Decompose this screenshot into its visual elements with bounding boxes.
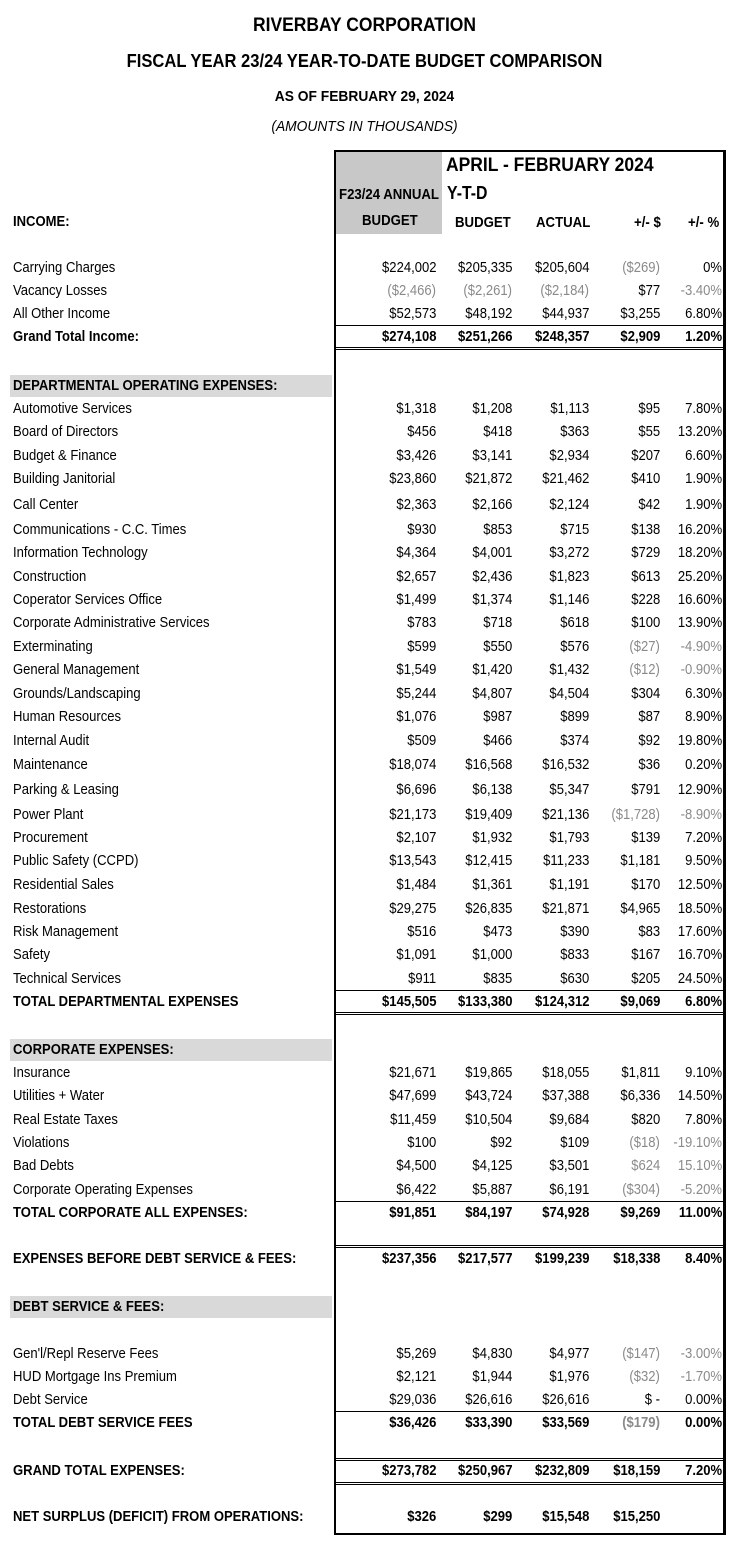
dept-row-annual: $29,275 — [388, 901, 436, 917]
dept-row-diff: $410 — [630, 471, 660, 487]
dept-row-diff: $92 — [638, 733, 660, 749]
dept-row-budget: $4,001 — [472, 545, 512, 561]
table-frame — [334, 150, 726, 1535]
corp-total-row-pct: 11.00% — [678, 1205, 722, 1221]
dept-row-budget: $550 — [482, 639, 512, 655]
dept-row-pct: 18.50% — [677, 901, 722, 917]
dept-row-pct: 0.20% — [684, 757, 722, 773]
dept-row-pct: 1.90% — [684, 497, 722, 513]
dept-row-actual: $1,146 — [549, 592, 589, 608]
dept-row-diff: $167 — [630, 947, 660, 963]
income-total-row-actual: $248,357 — [534, 329, 589, 345]
dept-row-budget: $19,409 — [464, 807, 512, 823]
income-row-pct: 6.80% — [684, 306, 722, 322]
dept-row-diff: $791 — [630, 782, 660, 798]
income-total-row-pct: 1.20% — [684, 329, 722, 345]
corp-row-annual: $21,671 — [388, 1065, 436, 1081]
debt-total-row-pct: 0.00% — [684, 1415, 722, 1431]
dept-row-diff: $95 — [638, 401, 660, 417]
dept-total-row-budget: $133,380 — [457, 994, 512, 1010]
dept-row-budget: $473 — [482, 924, 512, 940]
dept-row-budget: $1,208 — [472, 401, 512, 417]
dept-row-label: Power Plant — [13, 807, 84, 823]
corp-row-label: Violations — [13, 1135, 70, 1151]
income-total-row-annual: $274,108 — [381, 329, 436, 345]
dept-row-diff: $42 — [638, 497, 660, 513]
debt-row-diff: ($32) — [629, 1369, 660, 1385]
corp-total-row-budget: $84,197 — [464, 1205, 512, 1221]
dept-row-annual: $911 — [407, 971, 436, 987]
dept-total-rule — [334, 1012, 726, 1015]
dept-row-annual: $930 — [406, 522, 436, 538]
income-row-budget: $205,335 — [457, 260, 512, 276]
dept-row-annual: $456 — [406, 424, 436, 440]
debt-total-row-actual: $33,569 — [541, 1415, 589, 1431]
dept-row-pct: 16.20% — [677, 522, 722, 538]
dept-row-actual: $1,432 — [549, 662, 589, 678]
dept-row-pct: 13.90% — [677, 615, 722, 631]
corp-total-row-annual: $91,851 — [388, 1205, 436, 1221]
departmental-heading: DEPARTMENTAL OPERATING EXPENSES: — [13, 378, 278, 394]
dept-row-budget: $6,138 — [472, 782, 512, 798]
dept-row-label: Parking & Leasing — [13, 782, 119, 798]
annual-header-line1: F23/24 ANNUAL — [339, 186, 440, 203]
dept-row-actual: $715 — [559, 522, 589, 538]
before-debt-row-diff: $18,338 — [612, 1251, 660, 1267]
dept-row-actual: $21,136 — [541, 807, 589, 823]
dept-row-label: Building Janitorial — [13, 471, 116, 487]
actual-header: ACTUAL — [536, 214, 591, 231]
dept-row-annual: $1,549 — [396, 662, 436, 678]
dept-row-actual: $1,113 — [550, 401, 589, 417]
debt-total-row-diff: ($179) — [622, 1415, 660, 1431]
dept-row-annual: $1,076 — [396, 709, 436, 725]
income-row-budget: ($2,261) — [463, 283, 512, 299]
dept-row-label: Automotive Services — [13, 401, 132, 417]
dept-row-actual: $618 — [559, 615, 589, 631]
before-debt-row-budget: $217,577 — [457, 1251, 512, 1267]
dept-row-annual: $1,091 — [396, 947, 436, 963]
dept-row-label: Procurement — [13, 830, 88, 846]
dept-row-budget: $1,374 — [472, 592, 512, 608]
debt-total-row-budget: $33,390 — [464, 1415, 512, 1431]
dept-row-budget: $1,420 — [472, 662, 512, 678]
grand-total-row-pct: 7.20% — [684, 1463, 722, 1479]
income-total-rule — [334, 347, 726, 350]
dept-row-diff: $83 — [638, 924, 660, 940]
dept-row-pct: -0.90% — [680, 662, 722, 678]
dept-row-pct: 16.60% — [677, 592, 722, 608]
dept-row-label: Budget & Finance — [13, 448, 117, 464]
before-debt-row-label: EXPENSES BEFORE DEBT SERVICE & FEES: — [13, 1251, 297, 1267]
debt-row-pct: -3.00% — [680, 1346, 722, 1362]
corp-row-label: Insurance — [13, 1065, 71, 1081]
dept-row-annual: $4,364 — [396, 545, 436, 561]
corporate-heading: CORPORATE EXPENSES: — [13, 1042, 174, 1058]
dept-total-row-annual: $145,505 — [381, 994, 436, 1010]
dept-row-diff: $4,965 — [620, 901, 660, 917]
debt-row-label: HUD Mortgage Ins Premium — [13, 1369, 177, 1385]
income-row-pct: 0% — [703, 260, 722, 276]
dept-row-actual: $1,823 — [549, 569, 589, 585]
dept-row-label: Restorations — [13, 901, 87, 917]
dept-row-diff: $170 — [630, 877, 660, 893]
corp-subtotal-rule — [334, 1201, 726, 1202]
dept-row-pct: 25.20% — [677, 569, 722, 585]
dept-row-annual: $6,696 — [396, 782, 436, 798]
before-debt-row-pct: 8.40% — [684, 1251, 722, 1267]
corp-row-annual: $4,500 — [396, 1158, 436, 1174]
dept-row-annual: $2,107 — [396, 830, 436, 846]
dept-row-label: Public Safety (CCPD) — [13, 853, 139, 869]
debt-row-budget: $26,616 — [464, 1392, 512, 1408]
corp-row-pct: -5.20% — [680, 1182, 722, 1198]
debt-row-actual: $1,976 — [549, 1369, 589, 1385]
debt-row-diff: ($147) — [622, 1346, 660, 1362]
dept-row-annual: $21,173 — [388, 807, 436, 823]
corp-row-budget: $43,724 — [464, 1088, 512, 1104]
income-row-actual: $44,937 — [541, 306, 589, 322]
corp-row-actual: $3,501 — [549, 1158, 589, 1174]
debt-row-annual: $5,269 — [396, 1346, 436, 1362]
dept-row-actual: $374 — [559, 733, 589, 749]
corp-row-diff: $820 — [630, 1112, 660, 1128]
dept-row-pct: 18.20% — [677, 545, 722, 561]
dept-row-diff: $36 — [638, 757, 660, 773]
corp-row-actual: $109 — [559, 1135, 589, 1151]
debt-row-annual: $29,036 — [388, 1392, 436, 1408]
income-row-pct: -3.40% — [680, 283, 722, 299]
corp-row-actual: $18,055 — [541, 1065, 589, 1081]
income-row-actual: ($2,184) — [540, 283, 589, 299]
dept-row-actual: $21,871 — [541, 901, 589, 917]
dept-row-annual: $1,484 — [396, 877, 436, 893]
report-title: FISCAL YEAR 23/24 YEAR-TO-DATE BUDGET COMPARISON — [126, 51, 603, 71]
dept-row-label: Risk Management — [13, 924, 119, 940]
dept-row-pct: 1.90% — [684, 471, 722, 487]
dept-subtotal-rule — [334, 990, 726, 991]
dept-row-pct: 17.60% — [677, 924, 722, 940]
dept-row-annual: $2,657 — [396, 569, 436, 585]
dept-row-label: Corporate Administrative Services — [13, 615, 210, 631]
debt-row-diff: $ - — [644, 1392, 660, 1408]
dept-row-budget: $12,415 — [464, 853, 512, 869]
dept-total-row-actual: $124,312 — [534, 994, 589, 1010]
dept-row-annual: $23,860 — [388, 471, 436, 487]
dept-row-budget: $1,000 — [472, 947, 512, 963]
debt-row-budget: $4,830 — [472, 1346, 512, 1362]
dept-row-diff: $100 — [630, 615, 660, 631]
dept-total-row-label: TOTAL DEPARTMENTAL EXPENSES — [13, 994, 239, 1010]
dept-row-label: Exterminating — [13, 639, 93, 655]
dept-row-actual: $390 — [559, 924, 589, 940]
corp-row-diff: $624 — [630, 1158, 660, 1174]
dept-row-diff: $613 — [630, 569, 660, 585]
dept-row-actual: $1,793 — [549, 830, 589, 846]
corp-row-diff: $1,811 — [621, 1065, 660, 1081]
grand-total-row-annual: $273,782 — [381, 1463, 436, 1479]
debt-row-actual: $26,616 — [541, 1392, 589, 1408]
dept-row-budget: $1,932 — [472, 830, 512, 846]
grand-total-row-budget: $250,967 — [457, 1463, 512, 1479]
dept-row-label: Communications - C.C. Times — [13, 522, 187, 538]
dept-total-row-pct: 6.80% — [684, 994, 722, 1010]
corp-row-budget: $10,504 — [464, 1112, 512, 1128]
before-debt-rule — [334, 1245, 726, 1248]
debt-total-row-label: TOTAL DEBT SERVICE FEES — [13, 1415, 193, 1431]
dept-row-actual: $1,191 — [549, 877, 589, 893]
dept-row-diff: ($27) — [629, 639, 660, 655]
dept-row-label: Call Center — [13, 497, 79, 513]
dept-row-pct: 6.30% — [684, 686, 722, 702]
dept-row-annual: $3,426 — [396, 448, 436, 464]
dept-row-actual: $576 — [559, 639, 589, 655]
annual-header-line2: BUDGET — [362, 212, 418, 229]
dept-total-row-diff: $9,069 — [620, 994, 660, 1010]
dept-row-annual: $18,074 — [388, 757, 436, 773]
corp-row-pct: 7.80% — [684, 1112, 722, 1128]
grand-total-row-label: GRAND TOTAL EXPENSES: — [13, 1463, 185, 1479]
corp-row-diff: ($18) — [629, 1135, 660, 1151]
dept-row-diff: $207 — [630, 448, 660, 464]
grand-total-row-actual: $232,809 — [534, 1463, 589, 1479]
dept-row-actual: $21,462 — [541, 471, 589, 487]
dept-row-budget: $2,166 — [472, 497, 512, 513]
corp-row-pct: 9.10% — [684, 1065, 722, 1081]
income-row-diff: $77 — [638, 283, 660, 299]
dept-row-actual: $2,124 — [549, 497, 589, 513]
income-row-diff: ($269) — [622, 260, 660, 276]
corp-row-pct: -19.10% — [673, 1135, 722, 1151]
corp-row-budget: $4,125 — [472, 1158, 512, 1174]
corp-row-label: Corporate Operating Expenses — [13, 1182, 193, 1198]
dept-row-actual: $2,934 — [549, 448, 589, 464]
dept-row-label: General Management — [13, 662, 140, 678]
income-row-label: All Other Income — [13, 306, 111, 322]
income-row-diff: $3,255 — [620, 306, 660, 322]
corp-row-label: Bad Debts — [13, 1158, 74, 1174]
dept-row-pct: 24.50% — [677, 971, 722, 987]
dept-row-actual: $630 — [559, 971, 589, 987]
net-surplus-row-budget: $299 — [482, 1509, 512, 1525]
dept-row-budget: $16,568 — [464, 757, 512, 773]
diff-pct-header: +/- % — [688, 214, 720, 231]
dept-row-budget: $2,436 — [472, 569, 512, 585]
net-surplus-row-diff: $15,250 — [612, 1509, 660, 1525]
dept-row-diff: $729 — [630, 545, 660, 561]
ytd-header: Y-T-D — [447, 183, 488, 203]
dept-row-budget: $853 — [482, 522, 512, 538]
dept-row-budget: $26,835 — [464, 901, 512, 917]
corp-row-annual: $11,459 — [389, 1112, 436, 1128]
dept-row-actual: $4,504 — [549, 686, 589, 702]
dept-row-diff: $1,181 — [620, 853, 660, 869]
dept-row-budget: $418 — [482, 424, 512, 440]
diff-dollar-header: +/- $ — [634, 214, 661, 231]
dept-row-label: Grounds/Landscaping — [13, 686, 141, 702]
dept-row-diff: $55 — [638, 424, 660, 440]
income-subtotal-rule — [334, 325, 726, 326]
grand-total-bottom-rule — [334, 1482, 726, 1485]
corp-row-diff: $6,336 — [620, 1088, 660, 1104]
dept-row-budget: $987 — [482, 709, 512, 725]
dept-row-pct: 12.90% — [677, 782, 722, 798]
dept-row-label: Construction — [13, 569, 87, 585]
dept-row-annual: $1,499 — [396, 592, 436, 608]
dept-row-annual: $2,363 — [396, 497, 436, 513]
corp-row-budget: $19,865 — [464, 1065, 512, 1081]
dept-row-label: Board of Directors — [13, 424, 119, 440]
dept-row-label: Coperator Services Office — [13, 592, 163, 608]
dept-row-budget: $3,141 — [472, 448, 512, 464]
dept-row-annual: $599 — [406, 639, 436, 655]
dept-row-actual: $3,272 — [549, 545, 589, 561]
before-debt-row-actual: $199,239 — [534, 1251, 589, 1267]
debt-row-label: Debt Service — [13, 1392, 88, 1408]
dept-row-pct: 6.60% — [684, 448, 722, 464]
dept-row-actual: $363 — [559, 424, 589, 440]
dept-row-label: Safety — [13, 947, 50, 963]
period-header: APRIL - FEBRUARY 2024 — [446, 155, 654, 176]
dept-row-annual: $783 — [406, 615, 436, 631]
dept-row-diff: $304 — [630, 686, 660, 702]
income-row-label: Vacancy Losses — [13, 283, 108, 299]
dept-row-label: Residential Sales — [13, 877, 114, 893]
corp-row-pct: 15.10% — [677, 1158, 722, 1174]
corp-row-annual: $100 — [406, 1135, 436, 1151]
corp-row-pct: 14.50% — [677, 1088, 722, 1104]
dept-row-diff: ($1,728) — [611, 807, 660, 823]
dept-row-diff: $139 — [630, 830, 660, 846]
dept-row-budget: $835 — [482, 971, 512, 987]
dept-row-label: Human Resources — [13, 709, 122, 725]
dept-row-diff: $205 — [630, 971, 660, 987]
dept-row-budget: $21,872 — [464, 471, 512, 487]
dept-row-label: Maintenance — [13, 757, 88, 773]
dept-row-diff: ($12) — [629, 662, 660, 678]
income-total-row-label: Grand Total Income: — [13, 329, 139, 345]
dept-row-pct: 13.20% — [677, 424, 722, 440]
income-row-annual: $52,573 — [388, 306, 436, 322]
dept-row-label: Information Technology — [13, 545, 148, 561]
dept-row-actual: $5,347 — [549, 782, 589, 798]
before-debt-row-annual: $237,356 — [381, 1251, 436, 1267]
corp-row-actual: $9,684 — [549, 1112, 589, 1128]
income-row-annual: $224,002 — [381, 260, 436, 276]
dept-row-annual: $5,244 — [396, 686, 436, 702]
debt-row-annual: $2,121 — [396, 1369, 436, 1385]
grand-total-row-diff: $18,159 — [612, 1463, 660, 1479]
debt-subtotal-rule — [334, 1411, 726, 1412]
dept-row-pct: 8.90% — [684, 709, 722, 725]
dept-row-actual: $16,532 — [541, 757, 589, 773]
corp-row-actual: $6,191 — [549, 1182, 589, 1198]
dept-row-budget: $4,807 — [472, 686, 512, 702]
corp-total-row-label: TOTAL CORPORATE ALL EXPENSES: — [13, 1205, 248, 1221]
corp-row-annual: $6,422 — [396, 1182, 436, 1198]
income-total-row-budget: $251,266 — [457, 329, 512, 345]
dept-row-annual: $13,543 — [388, 853, 436, 869]
corp-row-annual: $47,699 — [388, 1088, 436, 1104]
debt-row-budget: $1,944 — [472, 1369, 512, 1385]
corp-total-row-actual: $74,928 — [541, 1205, 589, 1221]
corp-row-diff: ($304) — [622, 1182, 660, 1198]
net-surplus-row-label: NET SURPLUS (DEFICIT) FROM OPERATIONS: — [13, 1509, 304, 1525]
debt-row-pct: 0.00% — [684, 1392, 722, 1408]
corp-row-label: Utilities + Water — [13, 1088, 105, 1104]
dept-row-label: Internal Audit — [13, 733, 90, 749]
budget-header: BUDGET — [455, 214, 511, 231]
income-heading: INCOME: — [13, 214, 70, 230]
dept-row-pct: -8.90% — [680, 807, 722, 823]
corp-row-label: Real Estate Taxes — [13, 1112, 118, 1128]
dept-row-diff: $87 — [638, 709, 660, 725]
debt-row-label: Gen'l/Repl Reserve Fees — [13, 1346, 159, 1362]
dept-row-actual: $11,233 — [542, 853, 589, 869]
net-surplus-row-annual: $326 — [406, 1509, 436, 1525]
as-of-date: AS OF FEBRUARY 29, 2024 — [274, 88, 455, 105]
income-row-budget: $48,192 — [464, 306, 512, 322]
dept-row-annual: $1,318 — [396, 401, 436, 417]
dept-row-pct: -4.90% — [680, 639, 722, 655]
dept-row-pct: 7.80% — [684, 401, 722, 417]
debt-heading: DEBT SERVICE & FEES: — [13, 1299, 165, 1315]
net-surplus-row-actual: $15,548 — [541, 1509, 589, 1525]
corp-row-budget: $92 — [490, 1135, 512, 1151]
dept-row-annual: $516 — [406, 924, 436, 940]
dept-row-pct: 16.70% — [677, 947, 722, 963]
dept-row-actual: $833 — [559, 947, 589, 963]
dept-row-pct: 9.50% — [684, 853, 722, 869]
income-row-annual: ($2,466) — [387, 283, 436, 299]
debt-row-pct: -1.70% — [680, 1369, 722, 1385]
dept-row-budget: $718 — [482, 615, 512, 631]
dept-row-annual: $509 — [406, 733, 436, 749]
dept-row-diff: $228 — [630, 592, 660, 608]
grand-total-rule — [334, 1458, 726, 1461]
corp-row-actual: $37,388 — [541, 1088, 589, 1104]
corp-row-budget: $5,887 — [472, 1182, 512, 1198]
dept-row-diff: $138 — [630, 522, 660, 538]
corp-total-row-diff: $9,269 — [620, 1205, 660, 1221]
dept-row-pct: 12.50% — [677, 877, 722, 893]
debt-total-row-annual: $36,426 — [388, 1415, 436, 1431]
dept-row-pct: 7.20% — [684, 830, 722, 846]
units-note: (AMOUNTS IN THOUSANDS) — [271, 118, 458, 135]
dept-row-budget: $466 — [482, 733, 512, 749]
debt-row-actual: $4,977 — [549, 1346, 589, 1362]
income-row-label: Carrying Charges — [13, 260, 116, 276]
company-name: RIVERBAY CORPORATION — [252, 15, 477, 36]
dept-row-label: Technical Services — [13, 971, 122, 987]
dept-row-pct: 19.80% — [677, 733, 722, 749]
dept-row-budget: $1,361 — [472, 877, 512, 893]
income-total-row-diff: $2,909 — [620, 329, 660, 345]
dept-row-actual: $899 — [559, 709, 589, 725]
income-row-actual: $205,604 — [534, 260, 589, 276]
